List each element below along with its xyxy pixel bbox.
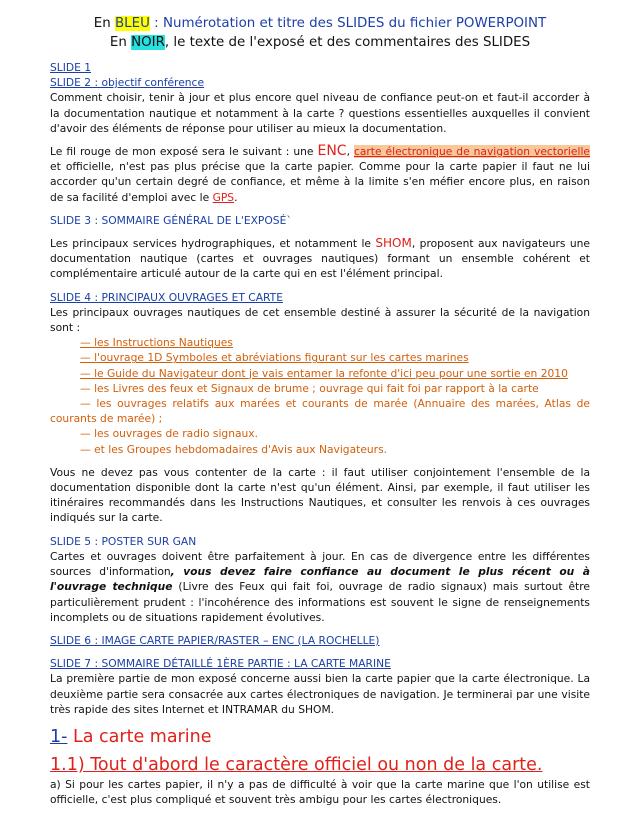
slide-5-title: SLIDE 5 : POSTER SUR GAN [50, 534, 197, 548]
shom-label: SHOM [375, 236, 412, 251]
paragraph-itineraires: Vous ne devez pas vous contenter de la carte : il faut utiliser conjointement l'ensemble de la documentation disponible dont la carte n'est qu'un élément. Ainsi, par exemple, il faut utiliser les itinéraires recommandés dans les Instructions Nautiques, et consulter les renvois à ces ouvrages indiqués sur la carte. [50, 465, 590, 525]
text: . [234, 190, 238, 204]
text: Cartes et ouvrages doivent être parfaitement à jour. En cas de divergence entre les différentes sources d'information [50, 549, 590, 579]
header-text: En [93, 16, 115, 31]
list-item: — les Instructions Nautiques [80, 336, 233, 350]
header-text: : Numérotation et titre des SLIDES du fichier POWERPOINT [149, 16, 547, 31]
gps-label: GPS [212, 190, 235, 204]
paragraph-objectif: Comment choisir, tenir à jour et plus encore quel niveau de confiance peut-on et faut-il accorder à la documentation nautique et notamment à la carte ? questions essentielles auxquelles il convient d'avoir des éléments de réponse pour utiliser au mieux la documentation. [50, 91, 590, 135]
paragraph-shom [50, 236, 590, 282]
text: Le fil rouge de mon exposé sera le suivant : une [50, 145, 318, 159]
paragraph-partie-1: La première partie de mon exposé concerne aussi bien la carte papier que la carte électronique. La deuxième partie sera consacrée aux cartes électroniques de navigation. Je terminerai par une visite très rapide des sites Internet et INTRAMAR du SHOM. [50, 672, 590, 716]
section-heading-1 [50, 725, 590, 749]
slide-3-title: SLIDE 3 : SOMMAIRE GÉNÉRAL DE L'EXPOSÉ` [50, 213, 292, 227]
paragraph-ouvrages: Les principaux ouvrages nautiques de cet ensemble destiné à assurer la sécurité de la navigation sont : [50, 305, 590, 335]
header-text: , le texte de l'exposé et des commentaires des SLIDES [164, 35, 531, 50]
text: Les principaux services hydrographiques, et notamment le [50, 237, 376, 251]
bold-statement: , vous devez faire confiance au document le plus récent ou à l'ouvrage technique [50, 565, 590, 594]
document-page [50, 14, 590, 807]
paragraph-fil-rouge [50, 144, 590, 205]
heading-title: La carte marine [67, 726, 212, 747]
list-item: — le Guide du Navigateur dont je vais entamer la refonte d'ici peu pour une sortie en 2010 [80, 366, 568, 380]
slide-6-title: SLIDE 6 : IMAGE CARTE PAPIER/RASTER – ENC (LA ROCHELLE) [50, 633, 380, 647]
enc-definition: carte électronique de navigation vectorielle [353, 145, 590, 159]
list-item: — l'ouvrage 1D Symboles et abréviations figurant sur les cartes marines [80, 351, 469, 365]
list-item: — les ouvrages relatifs aux marées et courants de marée (Annuaire des marées, Atlas de courants de marée) ; [50, 397, 590, 426]
slide-7-title: SLIDE 7 : SOMMAIRE DÉTAILLÉ 1ÈRE PARTIE : LA CARTE MARINE [50, 657, 391, 671]
text: (Livre des Feux qui fait foi, ouvrage de radio signaux) mais surtout être particulièrement prudent : l'incohérence des informations est souvent le signe de renseignements incomplets ou de situations rapidement évolutives. [50, 580, 590, 624]
enc-label: ENC [317, 143, 347, 160]
text: , proposent aux navigateurs une documentation nautique (cartes et ouvrages nautiques) formant un ensemble cohérent et complémentaire articulé autour de la carte qui en est l'élément principal. [50, 237, 590, 281]
list-item: — et les Groupes hebdomadaires d'Avis aux Navigateurs. [80, 442, 388, 456]
header-text: En [109, 35, 132, 50]
text: , [346, 145, 354, 159]
list-item: — les Livres des feux et Signaux de brume ; ouvrage qui fait foi par rapport à la carte [80, 381, 539, 395]
header-line-1 [50, 14, 590, 33]
slide-1-title: SLIDE 1 [50, 61, 92, 74]
bleu-highlight: BLEU [115, 16, 150, 31]
slide-4-title: SLIDE 4 : PRINCIPAUX OUVRAGES ET CARTE [50, 290, 283, 304]
list-item: — les ouvrages de radio signaux. [80, 427, 259, 441]
slide-2-title: SLIDE 2 : objectif conférence [50, 76, 205, 90]
heading-number: 1- [50, 726, 68, 747]
section-heading-1-1: 1.1) Tout d'abord le caractère officiel ou non de la carte. [50, 754, 543, 775]
paragraph-a: a) Si pour les cartes papier, il n'y a pas de difficulté à voir que la carte marine que l'on utilise est officielle, c'est plus compliqué et souvent très ambigu pour les cartes électroniques. [50, 777, 590, 807]
noir-highlight: NOIR [131, 35, 165, 50]
paragraph-poster [50, 549, 590, 625]
header-line-2 [50, 33, 590, 52]
text: et officielle, n'est pas plus précise que la carte papier. Comme pour la carte papier il faut ne lui accorder qu'un certain degré de confiance, et même à la limite s'en méfier encore plus, en raison de sa facilité d'emploi avec le [50, 160, 590, 204]
